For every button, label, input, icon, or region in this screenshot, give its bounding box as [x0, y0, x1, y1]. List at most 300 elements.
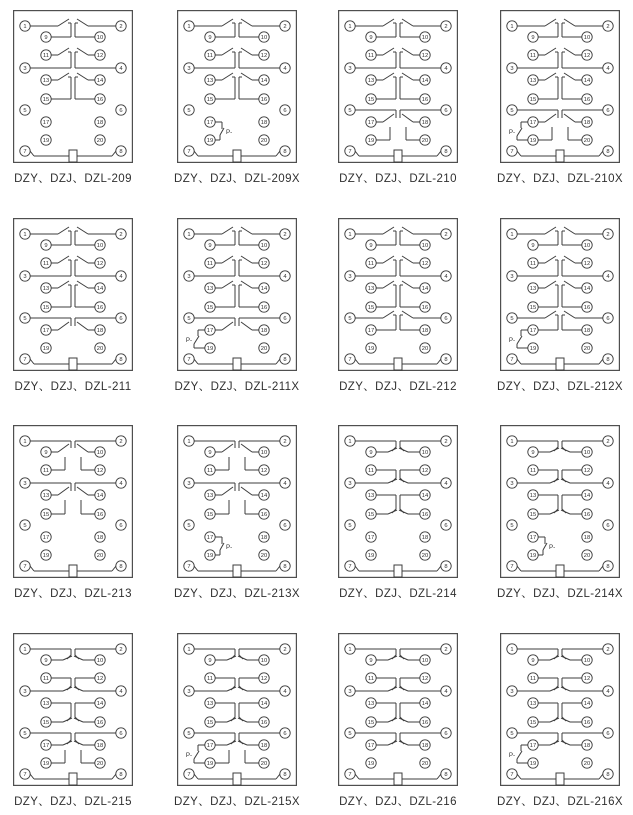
terminal-4: [280, 63, 290, 73]
terminal-17: [528, 117, 538, 127]
wire: [564, 19, 575, 26]
terminal-20: [95, 550, 105, 560]
terminal-number: 8: [606, 357, 610, 364]
p-contact-label: P-: [508, 129, 515, 136]
diagram-cell-DZL-214X: [500, 425, 620, 578]
terminal-6: [280, 728, 290, 738]
wire: [383, 73, 394, 80]
terminal-number: 9: [531, 243, 535, 250]
terminal-number: 10: [96, 243, 104, 250]
terminal-number: 16: [260, 97, 268, 104]
terminal-number: 13: [529, 701, 537, 708]
terminal-11: [528, 50, 538, 60]
wire: [550, 687, 559, 691]
terminal-number: 8: [444, 772, 448, 779]
terminal-number: 2: [283, 439, 287, 446]
terminal-9: [41, 240, 51, 250]
wire: [63, 718, 72, 722]
terminal-number: 5: [348, 731, 352, 738]
terminal-12: [95, 673, 105, 683]
terminal-number: 14: [96, 286, 104, 293]
terminal-2: [116, 21, 126, 31]
terminal-4: [603, 478, 613, 488]
terminal-19: [366, 343, 376, 353]
terminal-number: 18: [96, 328, 104, 335]
terminal-16: [420, 509, 430, 519]
terminal-number: 17: [42, 120, 50, 127]
wire: [402, 227, 413, 234]
terminal-number: 2: [606, 647, 610, 654]
terminal-number: 13: [367, 286, 375, 293]
wire: [241, 48, 252, 55]
terminal-number: 4: [606, 274, 610, 281]
terminal-19: [205, 343, 215, 353]
terminal-20: [95, 343, 105, 353]
terminal-number: 7: [510, 357, 514, 364]
terminal-7: [184, 561, 194, 571]
terminal-3: [345, 63, 355, 73]
wire: [241, 322, 252, 330]
terminal-11: [205, 50, 215, 60]
terminal-6: [441, 520, 451, 530]
wire: [58, 227, 69, 234]
terminal-number: 4: [119, 481, 123, 488]
terminal-5: [345, 520, 355, 530]
terminal-20: [582, 550, 592, 560]
terminal-17: [41, 740, 51, 750]
terminal-6: [603, 520, 613, 530]
terminal-20: [420, 550, 430, 560]
terminal-number: 15: [367, 305, 375, 312]
terminal-11: [205, 258, 215, 268]
coil-symbol: [556, 150, 564, 162]
terminal-11: [366, 258, 376, 268]
terminal-19: [205, 135, 215, 145]
terminal-19: [366, 550, 376, 560]
terminal-9: [205, 447, 215, 457]
wire: [227, 687, 236, 691]
terminal-2: [280, 644, 290, 654]
wire: [222, 281, 233, 288]
wire: [194, 336, 199, 344]
terminal-number: 19: [367, 553, 375, 560]
terminal-number: 5: [23, 731, 27, 738]
terminal-2: [280, 21, 290, 31]
terminal-number: 8: [119, 357, 123, 364]
terminal-1: [345, 229, 355, 239]
terminal-6: [603, 313, 613, 323]
terminal-18: [259, 117, 269, 127]
terminal-18: [259, 740, 269, 750]
terminal-number: 15: [529, 305, 537, 312]
terminal-14: [420, 698, 430, 708]
terminal-number: 12: [260, 676, 268, 683]
terminal-number: 19: [206, 761, 214, 768]
terminal-number: 20: [583, 553, 591, 560]
terminal-15: [41, 302, 51, 312]
terminal-1: [507, 644, 517, 654]
terminal-number: 1: [510, 232, 514, 239]
terminal-17: [205, 117, 215, 127]
terminal-number: 7: [187, 564, 191, 571]
wire: [241, 227, 252, 234]
terminal-number: 5: [187, 523, 191, 530]
terminal-number: 9: [369, 35, 373, 42]
wire: [561, 741, 570, 745]
terminal-9: [205, 240, 215, 250]
coil-symbol: [556, 358, 564, 370]
terminal-17: [528, 740, 538, 750]
terminal-10: [582, 32, 592, 42]
terminal-2: [441, 21, 451, 31]
terminal-12: [582, 673, 592, 683]
terminal-14: [259, 698, 269, 708]
terminal-15: [366, 509, 376, 519]
terminal-number: 2: [283, 647, 287, 654]
wire: [545, 227, 556, 234]
p-contact-label: P-: [185, 337, 192, 344]
terminal-number: 10: [260, 658, 268, 665]
relay-case-outline: [178, 426, 297, 578]
wire: [58, 73, 69, 80]
terminal-number: 20: [96, 346, 104, 353]
terminal-number: 19: [367, 346, 375, 353]
terminal-3: [507, 271, 517, 281]
terminal-number: 10: [421, 243, 429, 250]
terminal-11: [528, 258, 538, 268]
terminal-number: 18: [421, 743, 429, 750]
terminal-number: 17: [367, 743, 375, 750]
terminal-number: 12: [421, 53, 429, 60]
wire: [238, 687, 247, 691]
terminal-number: 2: [283, 24, 287, 31]
p-contact-label: P-: [549, 544, 556, 551]
terminal-number: 9: [208, 450, 212, 457]
terminal-number: 19: [206, 346, 214, 353]
terminal-9: [528, 655, 538, 665]
terminal-4: [116, 478, 126, 488]
terminal-3: [507, 63, 517, 73]
terminal-number: 14: [421, 701, 429, 708]
terminal-13: [41, 75, 51, 85]
terminal-3: [345, 686, 355, 696]
wire: [238, 741, 247, 745]
terminal-number: 15: [42, 512, 50, 519]
terminal-14: [95, 490, 105, 500]
terminal-number: 2: [119, 24, 123, 31]
terminal-number: 11: [42, 261, 50, 268]
terminal-number: 17: [529, 743, 537, 750]
terminal-16: [582, 717, 592, 727]
diagram-caption: DZY、DZJ、DZL-211: [14, 381, 132, 393]
terminal-number: 7: [510, 149, 514, 156]
wire: [561, 718, 570, 722]
terminal-18: [420, 532, 430, 542]
terminal-number: 6: [283, 731, 287, 738]
terminal-12: [420, 258, 430, 268]
wire: [388, 718, 397, 722]
terminal-number: 13: [367, 701, 375, 708]
terminal-3: [345, 271, 355, 281]
wire: [550, 510, 559, 514]
terminal-number: 1: [23, 232, 27, 239]
terminal-20: [259, 550, 269, 560]
terminal-13: [528, 698, 538, 708]
terminal-number: 14: [260, 286, 268, 293]
wire: [561, 510, 570, 514]
wire: [227, 718, 236, 722]
wire: [545, 48, 556, 55]
terminal-number: 8: [444, 149, 448, 156]
terminal-18: [95, 117, 105, 127]
terminal-number: 15: [206, 720, 214, 727]
wire: [238, 718, 247, 722]
terminal-number: 1: [348, 24, 352, 31]
diagram-cell-DZL-209: [13, 10, 133, 163]
coil-symbol: [394, 358, 402, 370]
terminal-2: [603, 21, 613, 31]
terminal-10: [95, 655, 105, 665]
relay-wiring-diagram-DZL-212X: [500, 218, 620, 371]
terminal-number: 11: [367, 676, 375, 683]
wire: [222, 19, 233, 26]
terminal-5: [20, 728, 30, 738]
terminal-number: 20: [421, 553, 429, 560]
terminal-number: 15: [206, 305, 214, 312]
terminal-4: [603, 63, 613, 73]
terminal-number: 10: [260, 450, 268, 457]
terminal-10: [420, 240, 430, 250]
terminal-number: 4: [119, 689, 123, 696]
terminal-20: [95, 758, 105, 768]
terminal-1: [20, 644, 30, 654]
terminal-number: 11: [42, 53, 50, 60]
terminal-6: [441, 105, 451, 115]
terminal-number: 17: [529, 328, 537, 335]
terminal-17: [205, 740, 215, 750]
terminal-number: 12: [421, 676, 429, 683]
wire: [388, 448, 397, 452]
diagram-cell-DZL-212: [338, 218, 458, 371]
terminal-number: 17: [529, 120, 537, 127]
terminal-16: [582, 509, 592, 519]
terminal-number: 17: [206, 328, 214, 335]
terminal-7: [507, 354, 517, 364]
terminal-number: 12: [96, 53, 104, 60]
terminal-2: [441, 229, 451, 239]
terminal-7: [345, 561, 355, 571]
terminal-number: 13: [42, 78, 50, 85]
terminal-number: 16: [96, 720, 104, 727]
terminal-number: 1: [187, 439, 191, 446]
terminal-8: [280, 146, 290, 156]
terminal-number: 3: [187, 66, 191, 73]
terminal-number: 12: [96, 261, 104, 268]
terminal-16: [95, 94, 105, 104]
wire: [388, 741, 397, 745]
terminal-8: [603, 354, 613, 364]
relay-case-outline: [14, 426, 133, 578]
terminal-4: [603, 271, 613, 281]
wire: [402, 311, 413, 318]
terminal-20: [582, 343, 592, 353]
terminal-7: [345, 769, 355, 779]
terminal-number: 12: [96, 468, 104, 475]
terminal-number: 1: [187, 647, 191, 654]
terminal-2: [603, 644, 613, 654]
terminal-number: 10: [421, 35, 429, 42]
terminal-number: 6: [119, 731, 123, 738]
terminal-number: 10: [96, 658, 104, 665]
wire: [58, 322, 69, 330]
terminal-2: [603, 229, 613, 239]
diagram-cell-DZL-215X: [177, 633, 297, 786]
terminal-6: [603, 728, 613, 738]
wire: [77, 281, 88, 288]
terminal-5: [507, 728, 517, 738]
terminal-9: [528, 32, 538, 42]
terminal-1: [345, 644, 355, 654]
wire: [399, 687, 408, 691]
terminal-10: [259, 447, 269, 457]
wire: [222, 487, 233, 495]
wire: [58, 19, 69, 26]
terminal-number: 1: [348, 439, 352, 446]
relay-wiring-diagram-DZL-214: [338, 425, 458, 578]
terminal-number: 16: [583, 720, 591, 727]
terminal-14: [582, 283, 592, 293]
terminal-1: [184, 436, 194, 446]
terminal-number: 11: [529, 53, 537, 60]
wire: [561, 448, 570, 452]
wire: [30, 359, 34, 364]
terminal-8: [280, 354, 290, 364]
terminal-number: 12: [421, 261, 429, 268]
terminal-number: 7: [348, 564, 352, 571]
terminal-12: [259, 465, 269, 475]
terminal-7: [20, 354, 30, 364]
terminal-13: [366, 698, 376, 708]
terminal-13: [366, 283, 376, 293]
terminal-number: 14: [583, 286, 591, 293]
relay-wiring-diagram-DZL-212: [338, 218, 458, 371]
terminal-2: [280, 229, 290, 239]
terminal-number: 1: [510, 647, 514, 654]
terminal-number: 12: [260, 261, 268, 268]
wire: [517, 128, 522, 136]
terminal-number: 8: [606, 149, 610, 156]
wire: [399, 741, 408, 745]
terminal-2: [603, 436, 613, 446]
terminal-number: 12: [583, 53, 591, 60]
wire: [355, 774, 359, 779]
terminal-number: 20: [583, 138, 591, 145]
terminal-19: [41, 135, 51, 145]
wire: [241, 444, 252, 452]
wire: [63, 687, 72, 691]
terminal-1: [184, 229, 194, 239]
wire: [58, 281, 69, 288]
terminal-5: [20, 313, 30, 323]
terminal-number: 8: [119, 149, 123, 156]
terminal-number: 19: [529, 138, 537, 145]
terminal-number: 5: [510, 731, 514, 738]
terminal-16: [95, 302, 105, 312]
wire: [388, 510, 397, 514]
terminal-19: [41, 343, 51, 353]
diagram-caption: DZY、DZJ、DZL-213: [14, 588, 132, 600]
terminal-11: [528, 465, 538, 475]
terminal-15: [366, 302, 376, 312]
terminal-number: 7: [23, 357, 27, 364]
terminal-number: 15: [42, 97, 50, 104]
terminal-number: 16: [260, 720, 268, 727]
wire: [388, 656, 397, 660]
wire: [564, 48, 575, 55]
diagram-caption: DZY、DZJ、DZL-214X: [497, 588, 623, 600]
terminal-number: 7: [187, 357, 191, 364]
terminal-16: [259, 717, 269, 727]
diagram-cell-DZL-213: [13, 425, 133, 578]
terminal-number: 11: [367, 468, 375, 475]
terminal-7: [20, 769, 30, 779]
terminal-number: 3: [348, 66, 352, 73]
terminal-number: 13: [367, 78, 375, 85]
terminal-17: [205, 325, 215, 335]
terminal-14: [95, 283, 105, 293]
terminal-number: 6: [283, 316, 287, 323]
terminal-number: 16: [583, 512, 591, 519]
terminal-12: [259, 673, 269, 683]
terminal-7: [184, 146, 194, 156]
terminal-number: 19: [529, 553, 537, 560]
terminal-12: [420, 465, 430, 475]
diagram-cell-DZL-213X: [177, 425, 297, 578]
wire: [276, 359, 280, 364]
terminal-number: 4: [119, 274, 123, 281]
terminal-number: 7: [23, 772, 27, 779]
terminal-number: 16: [421, 720, 429, 727]
terminal-number: 12: [260, 53, 268, 60]
terminal-19: [528, 343, 538, 353]
wire: [399, 718, 408, 722]
terminal-number: 1: [23, 24, 27, 31]
relay-wiring-diagram-DZL-209: [13, 10, 133, 163]
terminal-number: 18: [260, 743, 268, 750]
wire: [388, 687, 397, 691]
wire: [437, 359, 441, 364]
terminal-number: 20: [260, 346, 268, 353]
terminal-number: 15: [529, 97, 537, 104]
wire: [58, 48, 69, 55]
coil-symbol: [556, 565, 564, 577]
terminal-number: 17: [206, 743, 214, 750]
terminal-number: 15: [529, 512, 537, 519]
terminal-19: [205, 758, 215, 768]
wire: [63, 741, 72, 745]
terminal-15: [528, 94, 538, 104]
wire: [77, 19, 88, 26]
terminal-16: [95, 509, 105, 519]
terminal-5: [184, 520, 194, 530]
terminal-5: [345, 728, 355, 738]
wire: [550, 479, 559, 483]
diagram-caption: DZY、DZJ、DZL-209: [14, 173, 132, 185]
terminal-10: [420, 447, 430, 457]
terminal-4: [116, 686, 126, 696]
wire: [30, 774, 34, 779]
wire: [564, 256, 575, 263]
